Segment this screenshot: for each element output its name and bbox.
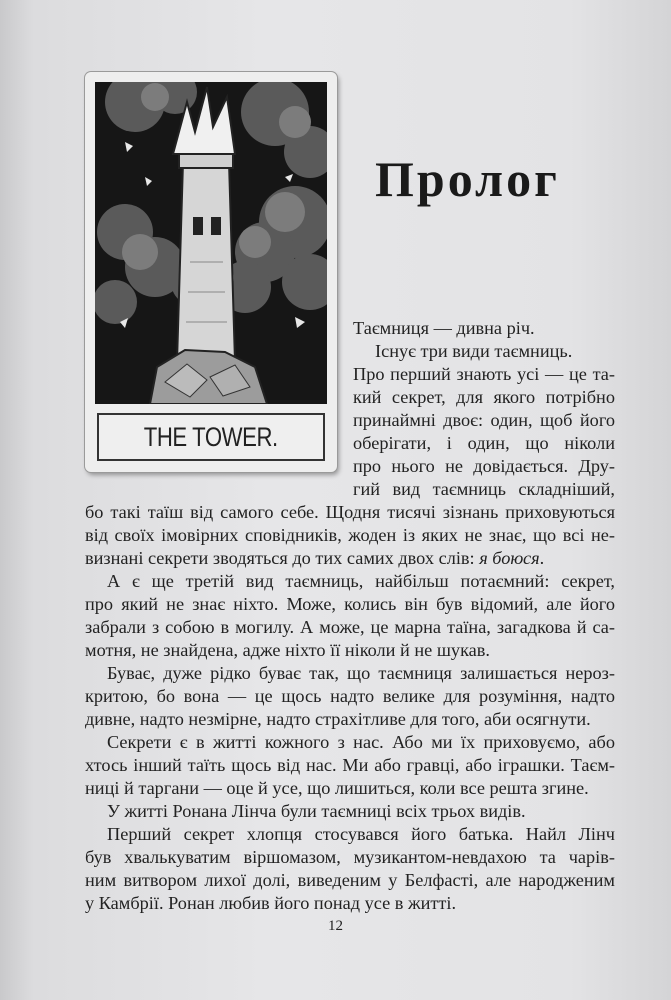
text-line: критою, бо вона — це щось надто велике для розуміння, надто [85,686,615,706]
text-line: Секрети є в житті кожного з нас. Або ми їх приховуємо, або [107,732,615,752]
text-line: гий вид таємниць складніший, [353,479,615,499]
text-line: дивне, надто незмірне, надто страхітливе для того, аби осягнути. [85,709,591,729]
emphasis-text: я боюся [479,548,540,568]
text-span: визнані секрети зводяться до тих самих двох слів: [85,548,480,568]
text-line: ним витвором лихої долі, виведеним у Белфасті, але народженим [85,870,615,890]
tarot-card-illustration [85,72,337,472]
text-line: бо такі таїш від самого себе. Щодня тисячі зізнань приховуються [85,502,615,522]
text-line: Про перший знають усі — це та- [353,364,615,384]
text-line: про нього не довідається. Дру- [353,456,615,476]
text-line-with-emphasis [85,547,615,569]
text-line: У житті Ронана Лінча були таємниці всіх трьох видів. [107,801,526,821]
text-line: про який не знає ніхто. Може, колись він був відомий, але його [85,594,615,614]
text-line: забрали з собою в могилу. А може, це марна таїна, загадкова й са- [85,617,615,637]
text-line: Існує три види таємниць. [375,341,573,361]
text-span: . [539,548,545,568]
text-line: ниці й таргани — оце й усе, що лишиться, коли все решта згине. [85,778,589,798]
tower-artwork [95,82,327,404]
text-line: оберігати, і один, що ніколи [353,433,615,453]
text-line: принаймні двоє: один, щоб його [353,410,615,430]
text-line: Буває, дуже рідко буває так, що таємниця залишається нероз- [107,663,615,683]
text-line: Таємниця — дивна річ. [353,318,535,338]
tower-drawing [95,82,327,404]
text-line: хтось інший таїть щось від нас. Ми або гравці, або іграшки. Таєм- [85,755,615,775]
text-line: був хвалькуватим віршомазом, музикантом-невдахою та чарів- [85,847,615,867]
text-line: мотня, не знайдена, адже ніхто її ніколи й не шукав. [85,640,490,660]
card-label-frame [97,413,325,461]
text-line: Перший секрет хлопця стосувався його батька. Найл Лінч [107,824,615,844]
card-label: THE TOWER. [143,421,279,452]
chapter-title: Пролог [375,151,560,207]
text-line: у Камбрії. Ронан любив його понад усе в житті. [85,893,457,913]
text-line: від своїх імовірних сповідників, жоден із яких не знає, що всі не- [85,525,615,545]
text-line: кий секрет, для якого потрібно [353,387,615,407]
text-line: А є ще третій вид таємниць, найбільш потаємний: секрет, [107,571,615,591]
page-number: 12 [328,918,343,934]
